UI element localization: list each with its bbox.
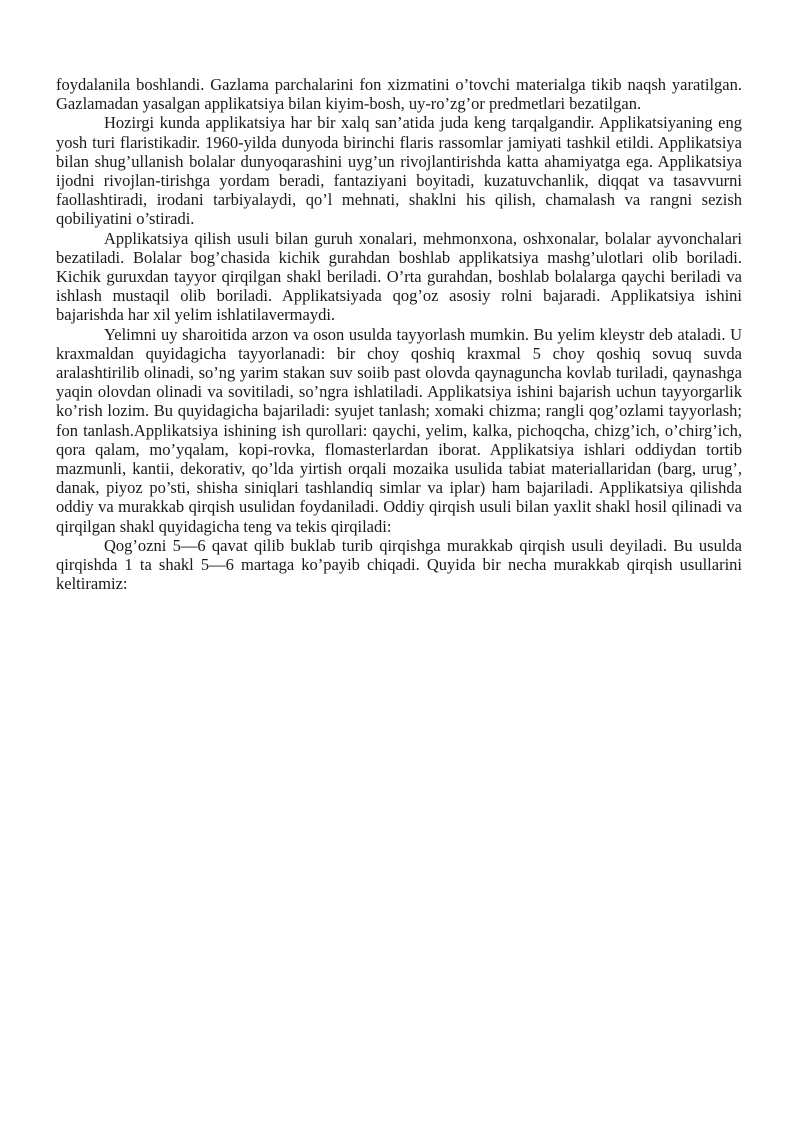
document-page bbox=[56, 75, 742, 593]
paragraph-continuation: foydalanila boshlandi. Gazlama parchalarini fon xizmatini o’tovchi materialga tikib naqsh yaratilgan. Gazlamadan yasalgan applikatsiya bilan kiyim-bosh, uy-ro’zg’or predmetlari bezatilgan. bbox=[56, 75, 742, 114]
paragraph-complex-cutting: Qog’ozni 5—6 qavat qilib buklab turib qirqishga murakkab qirqish usuli deyiladi. Bu usulda qirqishda 1 ta shakl 5—6 martaga ko’payib chiqadi. Quyida bir necha murakkab qirqish usullarini keltiramiz: bbox=[56, 535, 742, 594]
paragraph-glue-preparation: Yelimni uy sharoitida arzon va oson usulda tayyorlash mumkin. Bu yelim kleystr deb ataladi. U kraxmaldan quyidagicha tayyorlanadi: bir choy qoshiq kraxmal 5 choy qoshiq sovuq suvda aralashtirilib olinadi, so’ng yarim stakan suv soiib past olovda qaynaguncha kovlab turiladi, qaynashga yaqin olovdan olinadi va sovitiladi, so’ngra ishlatiladi. Applikatsiya ishini bajarish uchun tayyorgarlik ko’rish lozim. Bu quyidagicha bajariladi: syujet tanlash; xomaki chizma; rangli qog’ozlami tayyorlash; fon tanlash.Applikatsiya ishining ish qurollari: qaychi, yelim, kalka, pichoqcha, chizg’ich, o’chirg’ich, qora qalam, mo’yqalam, kopi-rovka, flomasterlardan iborat. Applikatsiya ishlari oddiydan tortib mazmunli, kantii, dekorativ, qo’lda yirtish orqali mozaika usulida tabiat materiallaridan (barg, urug’, danak, piyoz po’sti, shisha siniqlari tashlandiq simlar va iplar) ham bajariladi. Applikatsiya qilishda oddiy va murakkab qirqish usulidan foydaniladi. Oddiy qirqish usuli bilan yaxlit shakl hosil qilinadi va qirqilgan shakl quyidagicha teng va tekis qirqiladi: bbox=[56, 324, 742, 536]
paragraph-applique-spread: Hozirgi kunda applikatsiya har bir xalq san’atida juda keng tarqalgandir. Applikatsiyaning eng yosh turi flaristikadir. 1960-yilda dunyoda birinchi flaris rassomlar jamiyati tashkil etildi. Applikatsiya bilan shug’ullanish bolalar dunyoqarashini uyg’un rivojlantirishda katta ahamiyatga ega. Applikatsiya ijodni rivojlan-tirishga yordam beradi, fantaziyani boyitadi, kuzatuvchanlik, diqqat va tasavvurni faollashtiradi, irodani tarbiyalaydi, qo’l mehnati, shaklni his qilish, chamalash va rangni sezish qobiliyatini o’stiradi. bbox=[56, 113, 742, 229]
paragraph-applique-usage: Applikatsiya qilish usuli bilan guruh xonalari, mehmonxona, oshxonalar, bolalar ayvonchalari bezatiladi. Bolalar bog’chasida kichik gurahdan boshlab applikatsiya mashg’ulotlari olib boriladi. Kichik guruxdan tayyor qirqilgan shakl beriladi. O’rta gurahdan, boshlab bolalarga qaychi beriladi va ishlash mustaqil olib boriladi. Applikatsiyada qog’oz asosiy rolni bajaradi. Applikatsiya ishini bajarishda har xil yelim ishlatilavermaydi. bbox=[56, 228, 742, 325]
